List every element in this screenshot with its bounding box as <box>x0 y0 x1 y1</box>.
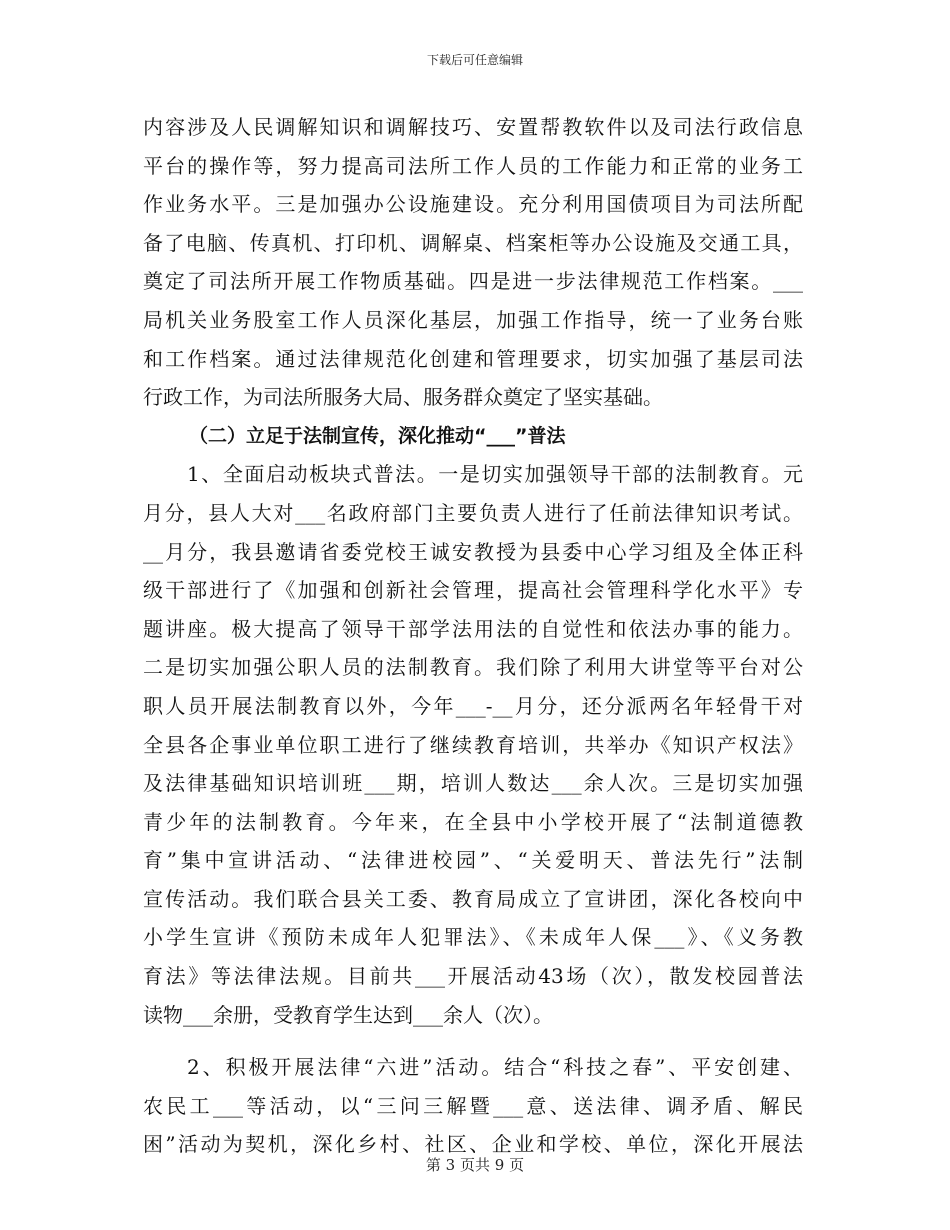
paragraph-line: 备了电脑、传真机、打印机、调解桌、档案柜等办公设施及交通工具， <box>143 230 803 255</box>
paragraph-line: 行政工作，为司法所服务大局、服务群众奠定了坚实基础。 <box>143 385 663 410</box>
paragraph-line: 农民工___等活动，以“三问三解暨___意、送法律、调矛盾、解民 <box>143 1093 803 1118</box>
paragraph-line: 全县各企事业单位职工进行了继续教育培训，共举办《知识产权法》 <box>143 732 803 757</box>
page-header: 下载后可任意编辑 <box>426 53 523 67</box>
paragraph-line: 二是切实加强公职人员的法制教育。我们除了利用大讲堂等平台对公 <box>143 655 803 680</box>
paragraph-line: __月分，我县邀请省委党校王诚安教授为县委中心学习组及全体正科 <box>143 539 803 564</box>
document-body <box>143 108 803 1164</box>
paragraph-line: 平台的操作等，努力提高司法所工作人员的工作能力和正常的业务工 <box>143 153 803 178</box>
paragraph-line: 及法律基础知识培训班___期，培训人数达___余人次。三是切实加强 <box>143 771 803 796</box>
paragraph-line: 育”集中宣讲活动、“法律进校园”、“关爱明天、普法先行”法制 <box>143 848 803 873</box>
paragraph-line: 困”活动为契机，深化乡村、社区、企业和学校、单位，深化开展法 <box>143 1132 803 1157</box>
paragraph-line: 职人员开展法制教育以外，今年___-__月分，还分派两名年轻骨干对 <box>143 693 803 718</box>
paragraph-line: 读物___余册，受教育学生达到___余人（次）。 <box>143 1002 553 1027</box>
paragraph-line: 2、积极开展法律“六进”活动。结合“科技之春”、平安创建、 <box>187 1055 803 1080</box>
section-heading: （二）立足于法制宣传，深化推动“___”普法 <box>189 424 566 447</box>
page-number: 第 3 页共 9 页 <box>425 1156 525 1174</box>
paragraph-line: 宣传活动。我们联合县关工委、教育局成立了宣讲团，深化各校向中 <box>143 886 803 911</box>
paragraph-line: 育法》等法律法规。目前共___开展活动43场（次），散发校园普法 <box>143 964 803 989</box>
paragraph-line: 局机关业务股室工作人员深化基层，加强工作指导，统一了业务台账 <box>143 307 803 332</box>
paragraph-line: 奠定了司法所开展工作物质基础。四是进一步法律规范工作档案。___ <box>143 269 803 294</box>
paragraph-line: 题讲座。极大提高了领导干部学法用法的自觉性和依法办事的能力。 <box>143 616 803 641</box>
paragraph-line: 作业务水平。三是加强办公设施建设。充分利用国债项目为司法所配 <box>143 192 803 217</box>
paragraph-gap <box>143 1034 803 1048</box>
paragraph-line: 小学生宣讲《预防未成年人犯罪法》、《未成年人保___》、《义务教 <box>143 925 803 950</box>
paragraph-line: 内容涉及人民调解知识和调解技巧、安置帮教软件以及司法行政信息 <box>143 115 803 139</box>
paragraph-line: 青少年的法制教育。今年来，在全县中小学校开展了“法制道德教 <box>143 809 803 834</box>
paragraph-line: 月分，县人大对___名政府部门主要负责人进行了任前法律知识考试。 <box>143 500 803 525</box>
paragraph-line: 级干部进行了《加强和创新社会管理，提高社会管理科学化水平》专 <box>143 578 803 603</box>
paragraph-line: 和工作档案。通过法律规范化创建和管理要求，切实加强了基层司法 <box>143 346 803 371</box>
paragraph-line: 1、全面启动板块式普法。一是切实加强领导干部的法制教育。元 <box>187 462 803 487</box>
